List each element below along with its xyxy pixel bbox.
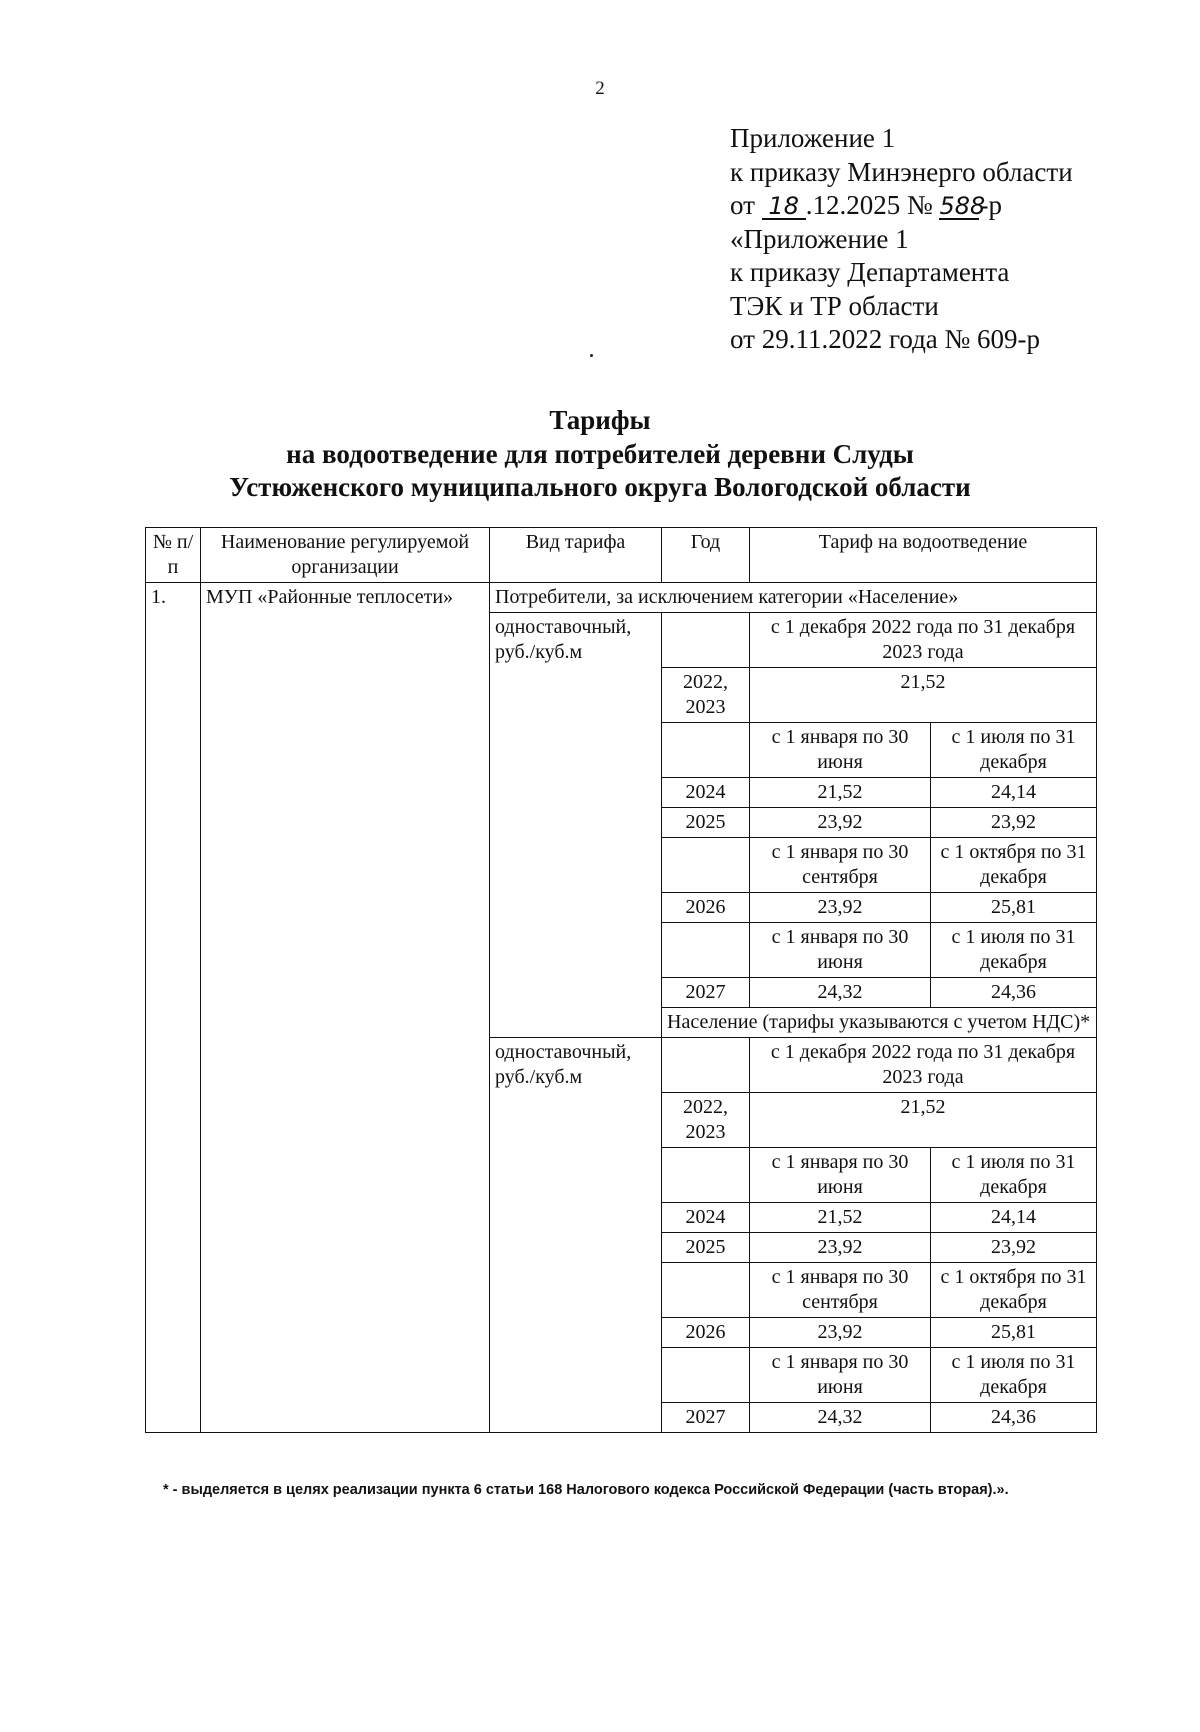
period-cell: с 1 января по 30 июня xyxy=(750,1148,931,1203)
title-line: Тарифы xyxy=(549,405,651,435)
year-cell-empty xyxy=(662,923,750,978)
value-cell: 21,52 xyxy=(750,1093,1097,1148)
year-cell-empty xyxy=(662,1038,750,1093)
year-cell: 2025 xyxy=(662,808,750,838)
order-suffix: -р xyxy=(979,190,1002,220)
value-cell: 21,52 xyxy=(750,668,1097,723)
value-cell: 25,81 xyxy=(931,893,1097,923)
document-title xyxy=(0,404,1200,505)
tariff-table xyxy=(145,527,1097,1433)
tariff-type: одноставочный, руб./куб.м xyxy=(490,1038,662,1433)
appendix-line: к приказу Минэнерго области xyxy=(730,156,1073,187)
period-cell: с 1 июля по 31 декабря xyxy=(931,1148,1097,1203)
year-cell-empty xyxy=(662,1348,750,1403)
section-label: Потребители, за исключением категории «Население» xyxy=(490,583,1097,613)
date-middle: .12.2025 № xyxy=(805,190,933,220)
value-cell: 23,92 xyxy=(750,808,931,838)
year-cell: 2027 xyxy=(662,1403,750,1433)
section-label: Население (тарифы указываются с учетом НДС)* xyxy=(662,1008,1097,1038)
value-cell: 24,36 xyxy=(931,1403,1097,1433)
appendix-line: от 29.11.2022 года № 609-р xyxy=(730,324,1041,354)
value-cell: 25,81 xyxy=(931,1318,1097,1348)
period-cell: с 1 октября по 31 декабря xyxy=(931,838,1097,893)
value-cell: 24,32 xyxy=(750,978,931,1008)
appendix-line: ТЭК и ТР области xyxy=(730,290,939,321)
stray-dot xyxy=(590,354,593,357)
period-cell: с 1 января по 30 сентября xyxy=(750,1263,931,1318)
row-number: 1. xyxy=(146,583,201,1433)
year-cell: 2026 xyxy=(662,1318,750,1348)
year-cell: 2026 xyxy=(662,893,750,923)
header-num: № п/п xyxy=(146,528,201,583)
appendix-line: Приложение 1 xyxy=(730,123,896,153)
year-cell: 2027 xyxy=(662,978,750,1008)
value-cell: 23,92 xyxy=(931,808,1097,838)
value-cell: 21,52 xyxy=(750,778,931,808)
footnote: * - выделяется в целях реализации пункта 6 статьи 168 Налогового кодекса Российской Федерации (часть вторая).». xyxy=(163,1482,1009,1498)
period-cell: с 1 января по 30 июня xyxy=(750,723,931,778)
year-cell-empty xyxy=(662,723,750,778)
year-cell: 2025 xyxy=(662,1233,750,1263)
period-cell: с 1 декабря 2022 года по 31 декабря 2023 года xyxy=(750,613,1097,668)
title-line: на водоотведение для потребителей деревни Слуды xyxy=(286,438,914,469)
period-cell: с 1 октября по 31 декабря xyxy=(931,1263,1097,1318)
period-cell: с 1 января по 30 сентября xyxy=(750,838,931,893)
year-cell-empty xyxy=(662,1263,750,1318)
title-line: Устюженского муниципального округа Вологодской области xyxy=(229,472,971,502)
value-cell: 23,92 xyxy=(750,893,931,923)
header-org: Наименование регулируемой организации xyxy=(201,528,490,583)
header-tariff: Тариф на водоотведение xyxy=(750,528,1097,583)
value-cell: 23,92 xyxy=(750,1233,931,1263)
appendix-block xyxy=(730,122,1073,357)
value-cell: 23,92 xyxy=(750,1318,931,1348)
header-type: Вид тарифа xyxy=(490,528,662,583)
year-cell: 2022, 2023 xyxy=(662,668,750,723)
period-cell: с 1 декабря 2022 года по 31 декабря 2023 года xyxy=(750,1038,1097,1093)
period-cell: с 1 января по 30 июня xyxy=(750,1348,931,1403)
year-cell-empty xyxy=(662,613,750,668)
date-prefix: от xyxy=(730,190,755,220)
value-cell: 24,14 xyxy=(931,778,1097,808)
value-cell: 24,14 xyxy=(931,1203,1097,1233)
year-cell: 2024 xyxy=(662,778,750,808)
tariff-type: одноставочный, руб./куб.м xyxy=(490,613,662,1038)
header-year: Год xyxy=(662,528,750,583)
value-cell: 23,92 xyxy=(931,1233,1097,1263)
value-cell: 24,32 xyxy=(750,1403,931,1433)
period-cell: с 1 июля по 31 декабря xyxy=(931,923,1097,978)
appendix-line: «Приложение 1 xyxy=(730,223,909,254)
appendix-line: к приказу Департамента xyxy=(730,257,1010,287)
year-cell-empty xyxy=(662,838,750,893)
page-number: 2 xyxy=(595,78,605,99)
period-cell: с 1 июля по 31 декабря xyxy=(931,723,1097,778)
year-cell-empty xyxy=(662,1148,750,1203)
value-cell: 24,36 xyxy=(931,978,1097,1008)
handwritten-order-number: 588 xyxy=(939,192,986,220)
table-row xyxy=(146,583,1097,613)
org-name: МУП «Районные теплосети» xyxy=(201,583,490,1433)
period-cell: с 1 июля по 31 декабря xyxy=(931,1348,1097,1403)
year-cell: 2024 xyxy=(662,1203,750,1233)
value-cell: 21,52 xyxy=(750,1203,931,1233)
appendix-date-line xyxy=(730,189,1073,223)
table-header-row xyxy=(146,528,1097,583)
handwritten-day: 18 xyxy=(762,194,806,220)
year-cell: 2022, 2023 xyxy=(662,1093,750,1148)
period-cell: с 1 января по 30 июня xyxy=(750,923,931,978)
